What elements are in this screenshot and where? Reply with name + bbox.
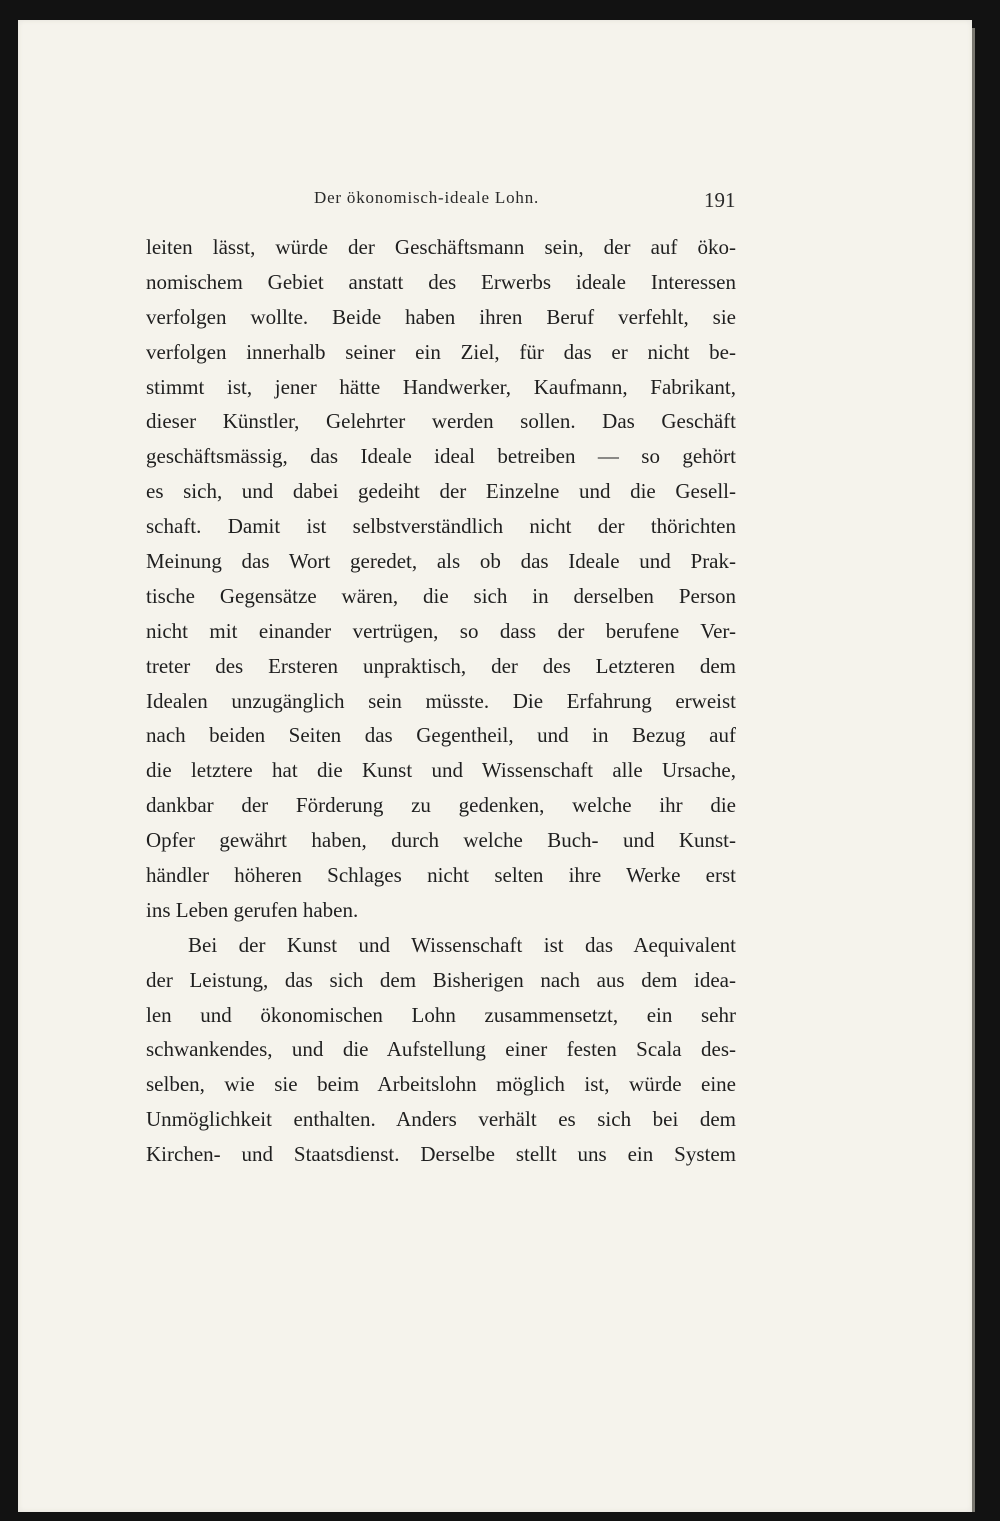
text-line: händler höheren Schlages nicht selten ihre Werke erst bbox=[146, 863, 736, 888]
text-line: len und ökonomischen Lohn zusammensetzt, ein sehr bbox=[146, 1002, 736, 1027]
text-line: tische Gegensätze wären, die sich in derselben Person bbox=[146, 583, 736, 608]
running-head: Der ökonomisch-ideale Lohn. bbox=[314, 188, 540, 207]
page-edge bbox=[972, 28, 975, 1512]
text-line: Meinung das Wort geredet, als ob das Ideale und Prak- bbox=[146, 549, 736, 574]
text-line: nomischem Gebiet anstatt des Erwerbs ideale Interessen bbox=[146, 269, 736, 294]
text-line: Kirchen- und Staatsdienst. Derselbe stellt uns ein System bbox=[146, 1142, 736, 1167]
book-page bbox=[18, 20, 972, 1512]
text-line: Idealen unzugänglich sein müsste. Die Erfahrung erweist bbox=[146, 688, 736, 713]
paragraph bbox=[146, 230, 736, 928]
text-line: selben, wie sie beim Arbeitslohn möglich ist, würde eine bbox=[146, 1072, 736, 1097]
text-line: verfolgen innerhalb seiner ein Ziel, für das er nicht be- bbox=[146, 339, 736, 364]
text-line: dieser Künstler, Gelehrter werden sollen. Das Geschäft bbox=[146, 409, 736, 434]
text-line: dankbar der Förderung zu gedenken, welche ihr die bbox=[146, 793, 736, 818]
text-line: geschäftsmässig, das Ideale ideal betreiben — so gehört bbox=[146, 444, 736, 469]
text-line: leiten lässt, würde der Geschäftsmann sein, der auf öko- bbox=[146, 235, 736, 259]
paragraph bbox=[146, 928, 736, 1172]
text-line: nach beiden Seiten das Gegentheil, und in Bezug auf bbox=[146, 723, 736, 748]
text-line: nicht mit einander vertrügen, so dass der berufene Ver- bbox=[146, 618, 736, 643]
text-line: es sich, und dabei gedeiht der Einzelne und die Gesell- bbox=[146, 479, 736, 504]
text-line: schaft. Damit ist selbstverständlich nicht der thörichten bbox=[146, 514, 736, 539]
text-line: schwankendes, und die Aufstellung einer festen Scala des- bbox=[146, 1037, 736, 1062]
text-line: der Leistung, das sich dem Bisherigen nach aus dem idea- bbox=[146, 967, 736, 992]
text-line: ins Leben gerufen haben. bbox=[146, 897, 359, 922]
page-number: 191 bbox=[704, 188, 736, 212]
text-line: verfolgen wollte. Beide haben ihren Beruf verfehlt, sie bbox=[146, 304, 736, 329]
body-text bbox=[146, 230, 736, 1172]
text-line: Bei der Kunst und Wissenschaft ist das Aequivalent bbox=[188, 932, 736, 957]
text-line: Unmöglichkeit enthalten. Anders verhält es sich bei dem bbox=[146, 1107, 736, 1132]
text-line: Opfer gewährt haben, durch welche Buch- und Kunst- bbox=[146, 828, 736, 853]
text-line: die letztere hat die Kunst und Wissenschaft alle Ursache, bbox=[146, 758, 736, 783]
text-line: treter des Ersteren unpraktisch, der des Letzteren dem bbox=[146, 653, 736, 678]
text-line: stimmt ist, jener hätte Handwerker, Kaufmann, Fabrikant, bbox=[146, 374, 736, 399]
